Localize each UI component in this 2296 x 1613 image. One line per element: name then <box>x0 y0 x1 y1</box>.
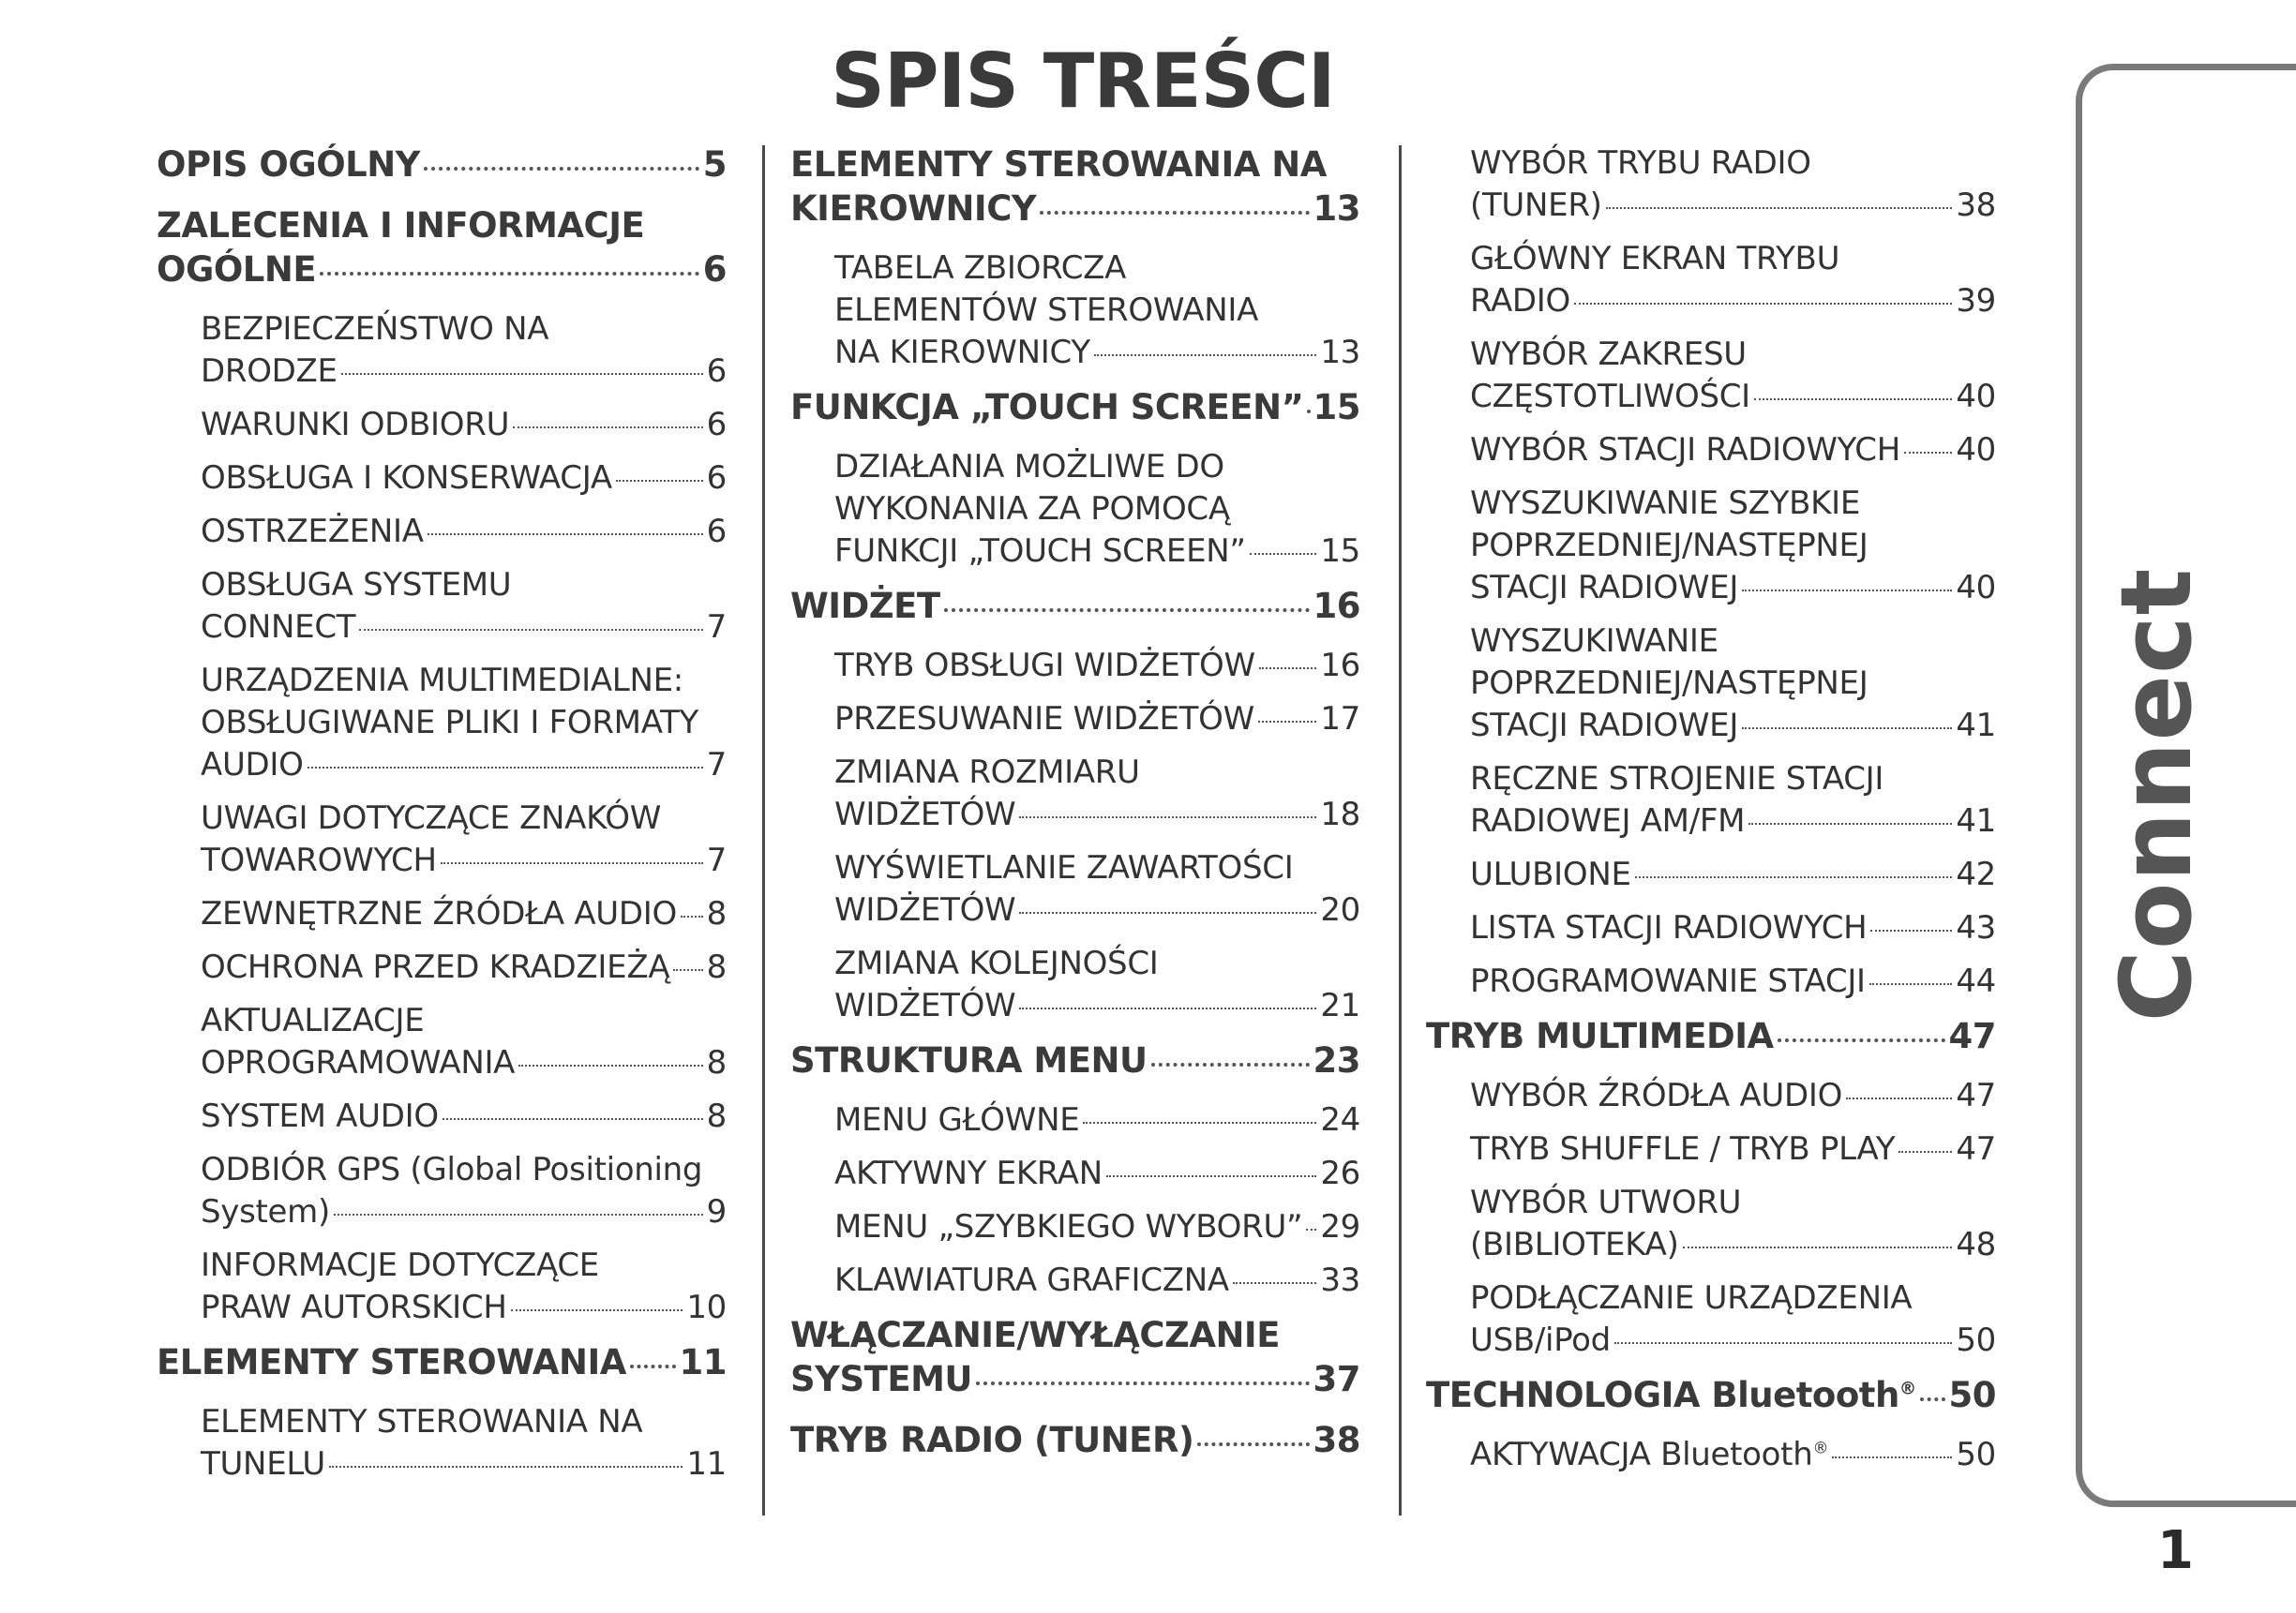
toc-subsection-entry[interactable] <box>834 698 1360 740</box>
toc-page-number: 15 <box>1320 532 1360 570</box>
toc-entry-title-line: WYBÓR STACJI RADIOWYCH <box>1470 431 1900 469</box>
toc-entry-title-line: OCHRONA PRZED KRADZIEŻĄ <box>201 948 670 986</box>
toc-subsection-entry[interactable] <box>834 847 1360 932</box>
toc-entry-title-line: RADIO <box>1470 282 1570 320</box>
toc-entry-title-line: WYSZUKIWANIE SZYBKIE <box>1470 485 1861 522</box>
toc-page-number: 7 <box>706 608 727 646</box>
toc-page-number: 16 <box>1313 586 1360 626</box>
toc-entry-title-line: STACJI RADIOWEJ <box>1470 707 1739 744</box>
toc-section-entry[interactable] <box>157 1340 727 1384</box>
toc-entry-title-line: RĘCZNE STROJENIE STACJI <box>1470 760 1884 798</box>
column-divider <box>762 145 765 1516</box>
toc-entry-title-line: AUDIO <box>201 746 304 784</box>
dot-leader <box>1754 398 1952 400</box>
toc-entry-title-line: WYSZUKIWANIE <box>1470 622 1718 660</box>
dot-leader <box>1306 1229 1316 1231</box>
dot-leader <box>1869 983 1953 985</box>
dot-leader <box>1040 211 1309 215</box>
toc-page-number: 44 <box>1956 963 1996 1000</box>
toc-section-entry[interactable] <box>790 584 1360 628</box>
toc-entry-title-line: TRYB MULTIMEDIA <box>1426 1016 1774 1056</box>
toc-entry-title-line: OBSŁUGIWANE PLIKI I FORMATY <box>201 704 698 741</box>
dot-leader <box>428 533 703 535</box>
dot-leader <box>441 862 703 864</box>
toc-subsection-entry[interactable] <box>834 1260 1360 1302</box>
toc-page-number: 7 <box>706 842 727 879</box>
dot-leader <box>616 480 703 482</box>
toc-column-2 <box>790 142 1360 1479</box>
toc-entry-title-line: OGÓLNE <box>157 249 317 290</box>
toc-subsection-entry[interactable] <box>1470 1434 1996 1476</box>
toc-entry-title-line: AKTYWACJA Bluetooth® <box>1470 1436 1829 1473</box>
toc-subsection-entry[interactable] <box>1470 961 1996 1003</box>
toc-subsection-entry[interactable] <box>1470 429 1996 471</box>
dot-leader <box>1748 823 1952 825</box>
dot-leader <box>443 1118 703 1120</box>
toc-subsection-entry[interactable] <box>1470 907 1996 949</box>
dot-leader <box>513 426 702 428</box>
toc-entry-title-line: PRZESUWANIE WIDŻETÓW <box>834 700 1254 738</box>
toc-entry-title-line: USB/iPod <box>1470 1322 1611 1359</box>
toc-entry-title-line: TECHNOLOGIA Bluetooth® <box>1426 1375 1916 1415</box>
toc-entry-title-line: WIDŻETÓW <box>834 987 1016 1024</box>
dot-leader <box>976 1382 1310 1385</box>
toc-subsection-entry[interactable] <box>834 247 1360 374</box>
toc-page-number: 40 <box>1956 378 1996 415</box>
toc-page-number: 38 <box>1956 187 1996 224</box>
toc-subsection-entry[interactable] <box>201 1096 727 1138</box>
toc-subsection-entry[interactable] <box>201 404 727 446</box>
toc-entry-title-line: ELEMENTY STEROWANIA NA <box>201 1403 643 1441</box>
toc-subsection-entry[interactable] <box>201 1245 727 1329</box>
dot-leader <box>1019 816 1316 818</box>
toc-page-number: 24 <box>1320 1101 1360 1139</box>
toc-subsection-entry[interactable] <box>1470 620 1996 747</box>
toc-section-entry[interactable] <box>157 203 727 291</box>
dot-leader <box>944 608 1310 612</box>
toc-page-number: 16 <box>1320 647 1360 684</box>
toc-subsection-entry[interactable] <box>201 1401 727 1486</box>
toc-entry-title-line: PODŁĄCZANIE URZĄDZENIA <box>1470 1279 1913 1317</box>
toc-page-number: 21 <box>1320 987 1360 1024</box>
toc-section-entry[interactable] <box>1426 1373 1996 1417</box>
toc-subsection-entry[interactable] <box>834 446 1360 573</box>
dot-leader <box>1094 354 1317 356</box>
toc-page-number: 8 <box>706 948 727 986</box>
toc-entry-title-line: ZALECENIA I INFORMACJE <box>157 205 645 246</box>
toc-entry-title-line: System) <box>201 1193 330 1231</box>
toc-page-number: 33 <box>1320 1262 1360 1299</box>
toc-section-entry[interactable] <box>157 142 727 187</box>
toc-subsection-entry[interactable] <box>834 943 1360 1027</box>
dot-leader <box>1259 667 1317 669</box>
toc-entry-title-line: WŁĄCZANIE/WYŁĄCZANIE <box>790 1315 1280 1355</box>
dot-leader <box>1870 930 1952 932</box>
toc-subsection-entry[interactable] <box>1470 1182 1996 1266</box>
toc-page-number: 10 <box>686 1289 727 1326</box>
section-tab-text: Connect <box>2099 567 2213 1023</box>
toc-section-entry[interactable] <box>1426 1014 1996 1058</box>
toc-entry-title-line: AKTUALIZACJE <box>201 1002 425 1039</box>
toc-page-number: 6 <box>702 249 727 290</box>
toc-page-number: 11 <box>686 1445 727 1483</box>
dot-leader <box>334 1214 703 1216</box>
toc-subsection-entry[interactable] <box>1470 1128 1996 1171</box>
toc-entry-title-line: OPROGRAMOWANIA <box>201 1044 516 1082</box>
toc-subsection-entry[interactable] <box>834 645 1360 687</box>
toc-column-1 <box>157 142 727 1497</box>
dot-leader <box>1083 1122 1316 1124</box>
toc-entry-title-line: WIDŻET <box>790 586 940 626</box>
toc-page-number: 18 <box>1320 796 1360 833</box>
toc-page-number: 42 <box>1956 856 1996 893</box>
dot-leader <box>681 916 703 918</box>
toc-page-number: 8 <box>706 895 727 933</box>
toc-page-number: 50 <box>1956 1436 1996 1473</box>
toc-entry-title-line: POPRZEDNIEJ/NASTĘPNEJ <box>1470 527 1868 564</box>
toc-subsection-entry[interactable] <box>1470 483 1996 609</box>
toc-entry-title-line: OBSŁUGA I KONSERWACJA <box>201 459 612 497</box>
dot-leader <box>1197 1442 1309 1446</box>
dot-leader <box>1233 1282 1317 1284</box>
dot-leader <box>1683 1247 1953 1248</box>
toc-entry-title-line: FUNKCJA „TOUCH SCREEN” <box>790 387 1304 427</box>
toc-subsection-entry[interactable] <box>834 752 1360 836</box>
dot-leader <box>329 1466 683 1468</box>
dot-leader <box>630 1365 676 1368</box>
toc-entry-title-line: NA KIEROWNICY <box>834 334 1090 371</box>
dot-leader <box>1307 410 1309 413</box>
toc-entry-title-line: OSTRZEŻENIA <box>201 513 424 550</box>
toc-page-number: 37 <box>1313 1359 1360 1399</box>
toc-page-number: 5 <box>702 144 727 185</box>
toc-entry-title-line: UWAGI DOTYCZĄCE ZNAKÓW <box>201 799 662 837</box>
toc-entry-title-line: URZĄDZENIA MULTIMEDIALNE: <box>201 662 683 699</box>
dot-leader <box>1742 590 1952 591</box>
toc-page-number: 50 <box>1948 1375 1996 1415</box>
toc-entry-title-line: CONNECT <box>201 608 356 646</box>
toc-entry-title-line: WYBÓR TRYBU RADIO <box>1470 144 1811 182</box>
dot-leader <box>1898 1151 1952 1153</box>
toc-entry-title-line: OBSŁUGA SYSTEMU <box>201 566 512 604</box>
dot-leader <box>308 767 703 769</box>
toc-entry-title-line: OPIS OGÓLNY <box>157 144 420 185</box>
toc-page-number: 23 <box>1313 1040 1360 1081</box>
toc-subsection-entry[interactable] <box>201 457 727 500</box>
toc-page-number: 17 <box>1320 700 1360 738</box>
toc-column-3 <box>1426 142 1996 1487</box>
toc-entry-title-line: GŁÓWNY EKRAN TRYBU <box>1470 240 1840 277</box>
toc-entry-title-line: ELEMENTY STEROWANIA <box>157 1342 626 1382</box>
toc-section-entry[interactable] <box>790 142 1360 231</box>
toc-subsection-entry[interactable] <box>201 893 727 935</box>
toc-subsection-entry[interactable] <box>1470 142 1996 227</box>
toc-page-number: 47 <box>1956 1130 1996 1168</box>
toc-entry-title-line: STACJI RADIOWEJ <box>1470 569 1739 606</box>
toc-entry-title-line: KLAWIATURA GRAFICZNA <box>834 1262 1229 1299</box>
toc-entry-title-line: ELEMENTY STEROWANIA NA <box>790 144 1327 185</box>
dot-leader <box>1151 1063 1310 1067</box>
toc-entry-title-line: WYBÓR ZAKRESU <box>1470 336 1747 373</box>
dot-leader <box>518 1065 703 1067</box>
toc-page-number: 39 <box>1956 282 1996 320</box>
toc-entry-title-line: RADIOWEJ AM/FM <box>1470 802 1746 840</box>
toc-entry-title-line: TRYB RADIO (TUNER) <box>790 1420 1194 1460</box>
dot-leader <box>1019 1008 1316 1009</box>
dot-leader <box>320 272 699 276</box>
toc-entry-title-line: WYŚWIETLANIE ZAWARTOŚCI <box>834 849 1294 887</box>
toc-entry-title-line: LISTA STACJI RADIOWYCH <box>1470 909 1868 947</box>
dot-leader <box>1846 1098 1952 1099</box>
toc-entry-title-line: (TUNER) <box>1470 187 1602 224</box>
toc-subsection-entry[interactable] <box>1470 334 1996 418</box>
toc-page-number: 41 <box>1956 802 1996 840</box>
page-number: 1 <box>2157 1520 2194 1581</box>
column-divider <box>1399 145 1402 1516</box>
toc-page-number: 29 <box>1320 1208 1360 1246</box>
toc-page-number: 13 <box>1320 334 1360 371</box>
dot-leader <box>1920 1397 1945 1401</box>
dot-leader <box>1250 553 1317 555</box>
toc-entry-title-line: ULUBIONE <box>1470 856 1631 893</box>
dot-leader <box>1574 303 1952 305</box>
dot-leader <box>424 167 699 171</box>
toc-page-number: 6 <box>706 513 727 550</box>
toc-page-number: 6 <box>706 459 727 497</box>
toc-subsection-entry[interactable] <box>201 564 727 649</box>
toc-entry-title-line: KIEROWNICY <box>790 188 1037 229</box>
toc-page-number: 47 <box>1948 1016 1996 1056</box>
toc-page-number: 15 <box>1313 387 1360 427</box>
toc-entry-title-line: WYBÓR UTWORU <box>1470 1184 1742 1221</box>
dot-leader <box>1606 207 1953 209</box>
toc-subsection-entry[interactable] <box>1470 238 1996 322</box>
toc-page-number: 13 <box>1313 188 1360 229</box>
toc-subsection-entry[interactable] <box>201 511 727 553</box>
toc-entry-title-line: PRAW AUTORSKICH <box>201 1289 507 1326</box>
toc-page-number: 38 <box>1313 1420 1360 1460</box>
dot-leader <box>341 373 703 375</box>
toc-entry-title-line: INFORMACJE DOTYCZĄCE <box>201 1247 599 1284</box>
dot-leader <box>511 1309 683 1311</box>
toc-page-number: 40 <box>1956 431 1996 469</box>
toc-entry-title-line: ZMIANA ROZMIARU <box>834 754 1140 791</box>
toc-entry-title-line: BEZPIECZEŃSTWO NA <box>201 310 549 348</box>
dot-leader <box>1635 876 1953 878</box>
dot-leader <box>1106 1175 1316 1177</box>
toc-page-number: 8 <box>706 1098 727 1135</box>
dot-leader <box>673 969 702 971</box>
dot-leader <box>1832 1456 1952 1458</box>
toc-page-number: 47 <box>1956 1077 1996 1114</box>
toc-entry-title-line: FUNKCJI „TOUCH SCREEN” <box>834 532 1246 570</box>
toc-entry-title-line: DRODZE <box>201 352 338 390</box>
toc-subsection-entry[interactable] <box>834 1153 1360 1195</box>
dot-leader <box>1742 727 1952 729</box>
toc-entry-title-line: TUNELU <box>201 1445 325 1483</box>
dot-leader <box>1614 1342 1952 1344</box>
toc-entry-title-line: WYBÓR ŹRÓDŁA AUDIO <box>1470 1077 1843 1114</box>
toc-subsection-entry[interactable] <box>1470 1075 1996 1117</box>
dot-leader <box>1778 1038 1945 1042</box>
toc-entry-title-line: TRYB OBSŁUGI WIDŻETÓW <box>834 647 1255 684</box>
toc-entry-title-line: ODBIÓR GPS (Global Positioning <box>201 1151 703 1188</box>
toc-subsection-entry[interactable] <box>1470 1277 1996 1362</box>
toc-entry-title-line: MENU „SZYBKIEGO WYBORU” <box>834 1208 1303 1246</box>
toc-subsection-entry[interactable] <box>201 947 727 989</box>
toc-page-number: 8 <box>706 1044 727 1082</box>
page-title: SPIS TREŚCI <box>831 37 1335 125</box>
toc-entry-title-line: CZĘSTOTLIWOŚCI <box>1470 378 1750 415</box>
toc-subsection-entry[interactable] <box>834 1099 1360 1142</box>
toc-subsection-entry[interactable] <box>201 308 727 393</box>
toc-entry-title-line: (BIBLIOTEKA) <box>1470 1226 1679 1263</box>
toc-section-entry[interactable] <box>790 1313 1360 1401</box>
toc-entry-title-line: TOWAROWYCH <box>201 842 437 879</box>
toc-entry-title-line: ELEMENTÓW STEROWANIA <box>834 291 1259 329</box>
toc-page-number: 50 <box>1956 1322 1996 1359</box>
toc-entry-title-line: SYSTEMU <box>790 1359 972 1399</box>
toc-entry-title-line: SYSTEM AUDIO <box>201 1098 439 1135</box>
toc-subsection-entry[interactable] <box>834 1206 1360 1248</box>
toc-subsection-entry[interactable] <box>201 1000 727 1084</box>
toc-subsection-entry[interactable] <box>201 798 727 882</box>
toc-entry-title-line: TRYB SHUFFLE / TRYB PLAY <box>1470 1130 1896 1168</box>
toc-entry-title-line: MENU GŁÓWNE <box>834 1101 1080 1139</box>
toc-subsection-entry[interactable] <box>1470 758 1996 843</box>
toc-page-number: 6 <box>706 352 727 390</box>
toc-subsection-entry[interactable] <box>201 660 727 786</box>
toc-entry-title-line: STRUKTURA MENU <box>790 1040 1148 1081</box>
toc-section-entry[interactable] <box>790 1418 1360 1462</box>
toc-page-number: 9 <box>706 1193 727 1231</box>
toc-page-number: 26 <box>1320 1155 1360 1192</box>
toc-entry-title-line: WARUNKI ODBIORU <box>201 406 510 443</box>
toc-entry-title-line: AKTYWNY EKRAN <box>834 1155 1103 1192</box>
toc-section-entry[interactable] <box>790 1038 1360 1083</box>
toc-section-entry[interactable] <box>790 385 1360 429</box>
toc-subsection-entry[interactable] <box>201 1149 727 1233</box>
dot-leader <box>359 629 702 631</box>
toc-entry-title-line: TABELA ZBIORCZA <box>834 249 1127 287</box>
toc-entry-title-line: WIDŻETÓW <box>834 891 1016 929</box>
toc-page-number: 40 <box>1956 569 1996 606</box>
toc-entry-title-line: WIDŻETÓW <box>834 796 1016 833</box>
dot-leader <box>1904 452 1952 454</box>
toc-entry-title-line: WYKONANIA ZA POMOCĄ <box>834 490 1230 528</box>
toc-subsection-entry[interactable] <box>1470 854 1996 896</box>
toc-entry-title-line: ZEWNĘTRZNE ŹRÓDŁA AUDIO <box>201 895 677 933</box>
toc-page-number: 6 <box>706 406 727 443</box>
toc-page-number: 20 <box>1320 891 1360 929</box>
toc-page-number: 7 <box>706 746 727 784</box>
toc-page-number: 48 <box>1956 1226 1996 1263</box>
toc-page-number: 41 <box>1956 707 1996 744</box>
toc-entry-title-line: ZMIANA KOLEJNOŚCI <box>834 945 1159 982</box>
dot-leader <box>1258 721 1316 723</box>
toc-entry-title-line: POPRZEDNIEJ/NASTĘPNEJ <box>1470 665 1868 702</box>
toc-entry-title-line: PROGRAMOWANIE STACJI <box>1470 963 1866 1000</box>
toc-page-number: 11 <box>679 1342 727 1382</box>
dot-leader <box>1019 912 1316 914</box>
toc-entry-title-line: DZIAŁANIA MOŻLIWE DO <box>834 448 1224 485</box>
toc-page-number: 43 <box>1956 909 1996 947</box>
